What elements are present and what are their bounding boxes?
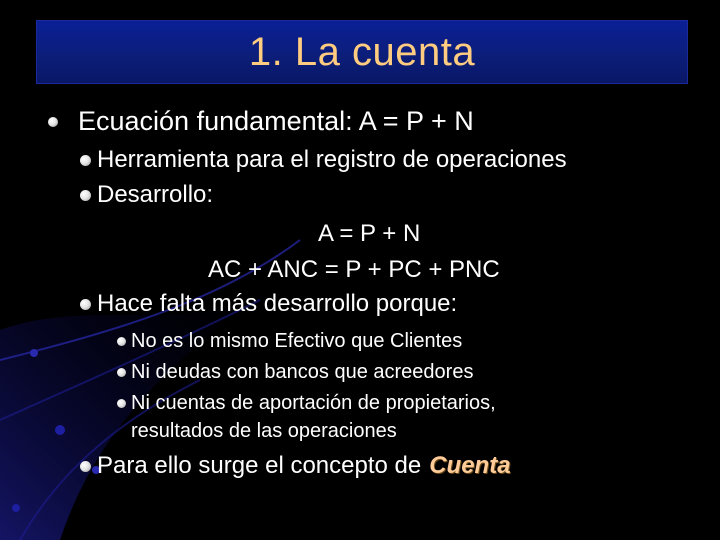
bullet-dot-icon [80, 461, 91, 472]
cuenta-highlight: Cuenta [429, 452, 511, 479]
sub-bullet-text: Hace falta más desarrollo porque: [97, 290, 458, 317]
decor-dot [12, 504, 20, 512]
bullet-dot-icon [117, 337, 126, 346]
reason-bullet [117, 361, 473, 384]
main-bullet [48, 106, 474, 137]
main-bullet-text: Ecuación fundamental: A = P + N [78, 106, 474, 136]
reason-text: Ni deudas con bancos que acreedores [131, 361, 474, 383]
bullet-dot-icon [80, 155, 91, 166]
sub-bullet-para-ello [80, 452, 511, 480]
sub-bullet-text: Desarrollo: [97, 181, 214, 208]
reason-continuation: resultados de las operaciones [131, 420, 397, 442]
reason-bullet [117, 392, 496, 415]
sub-bullet-text: Herramienta para el registro de operaciones [97, 146, 567, 173]
bullet-dot-icon [80, 299, 91, 310]
sub-bullet-herramienta [80, 146, 567, 174]
bullet-dot-icon [48, 117, 58, 127]
sub-bullet-text: Para ello surge el concepto de [97, 452, 422, 479]
equation-basic: A = P + N [318, 220, 421, 247]
equation-expanded: AC + ANC = P + PC + PNC [208, 256, 500, 283]
decor-dot [30, 349, 38, 357]
reason-bullet [117, 330, 462, 353]
decor-dot [55, 425, 65, 435]
sub-bullet-hace-falta [80, 290, 457, 318]
sub-bullet-desarrollo [80, 181, 213, 209]
slide-title: 1. La cuenta [248, 29, 476, 74]
bullet-dot-icon [117, 399, 126, 408]
reason-text: Ni cuentas de aportación de propietarios, [131, 392, 496, 414]
title-bar [36, 20, 688, 84]
bullet-dot-icon [117, 368, 126, 377]
reason-text: No es lo mismo Efectivo que Clientes [131, 330, 463, 352]
bullet-dot-icon [80, 190, 91, 201]
